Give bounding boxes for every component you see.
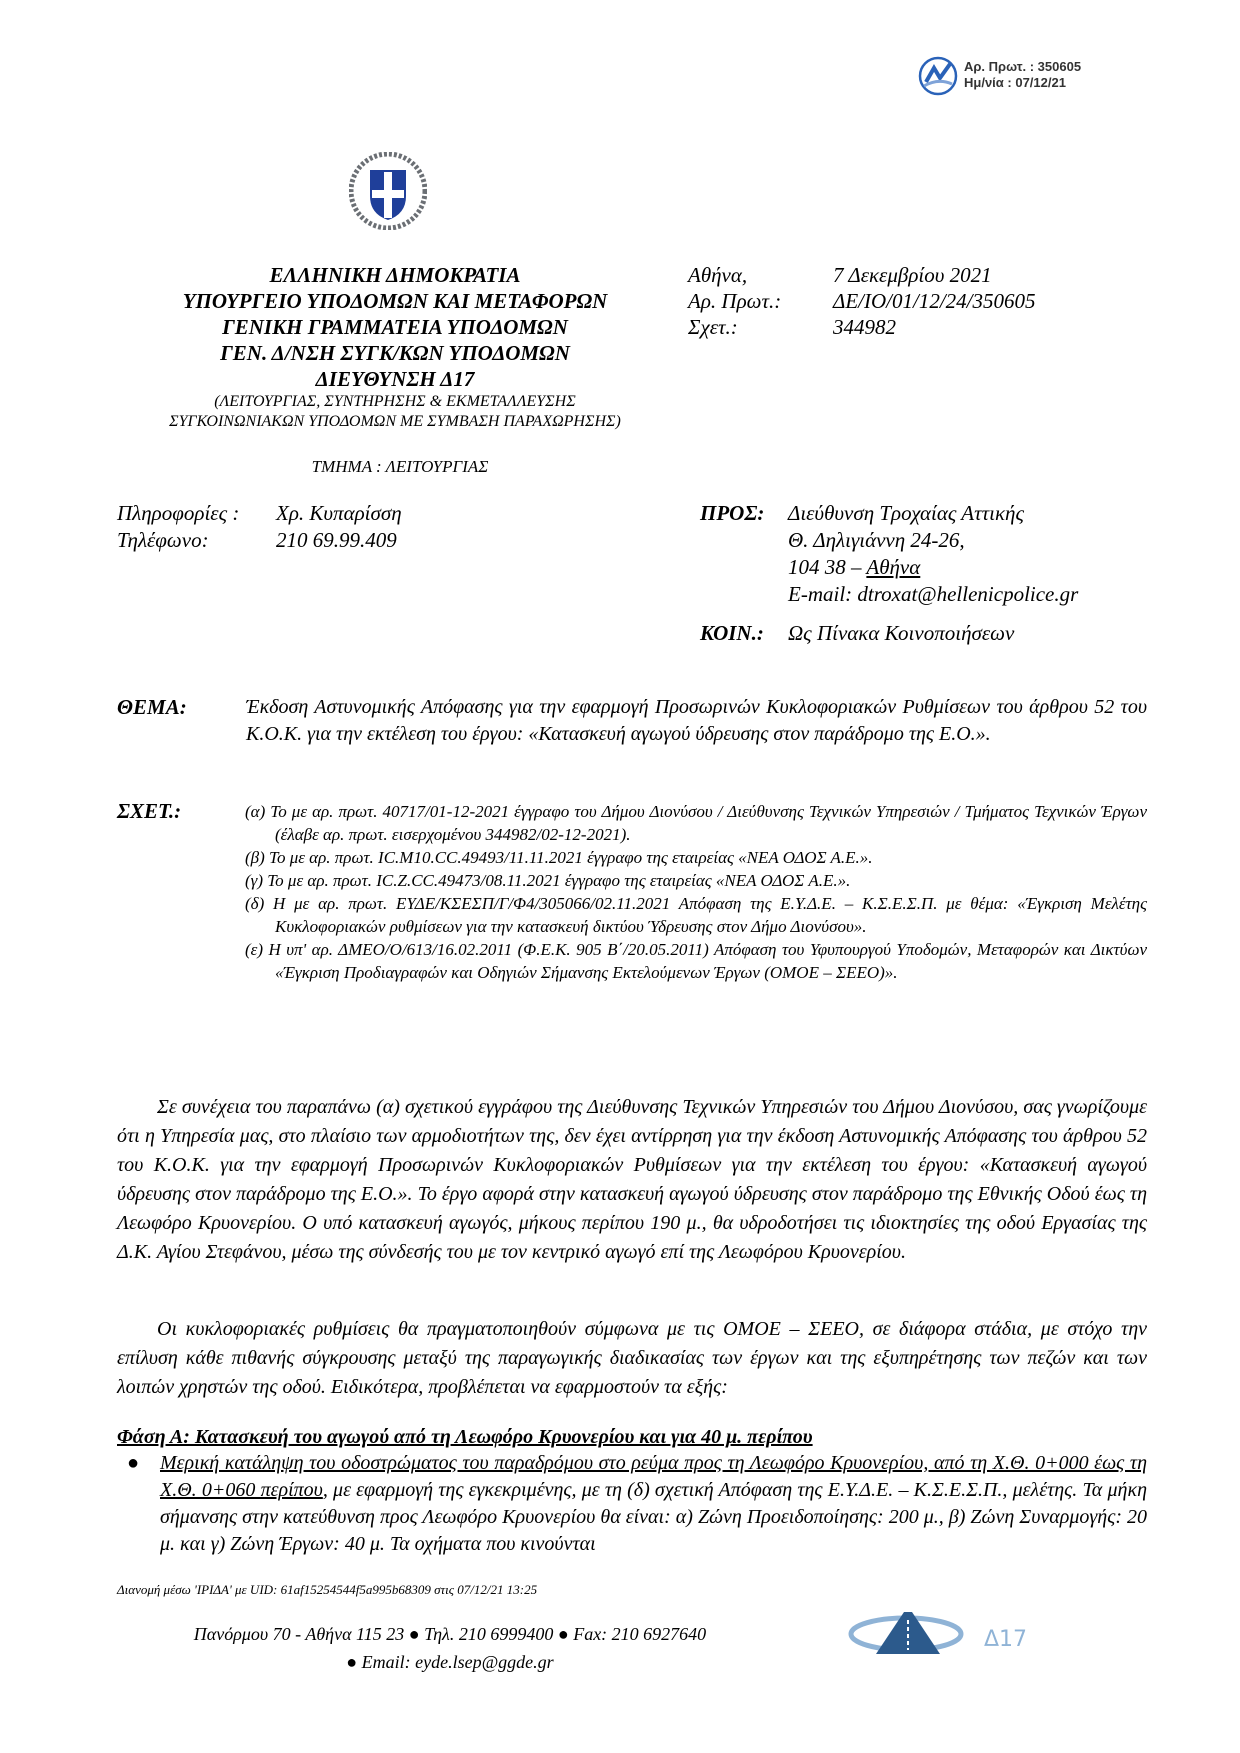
references [117, 800, 1147, 984]
references-label: ΣΧΕΤ.: [117, 799, 182, 823]
to-line-2: Θ. Δηλιγιάννη 24-26, [788, 528, 965, 552]
contact-info [117, 500, 402, 554]
issuer-line-4: ΓΕΝ. Δ/ΝΣΗ ΣΥΓΚ/ΚΩΝ ΥΠΟΔΟΜΩΝ [220, 341, 570, 365]
date-value: 7 Δεκεμβρίου 2021 [833, 263, 992, 287]
issuer-subline-1: (ΛΕΙΤΟΥΡΓΙΑΣ, ΣΥΝΤΗΡΗΣΗΣ & ΕΚΜΕΤΑΛΛΕΥΣΗΣ [214, 393, 576, 410]
address-line-2: ● Email: eyde.lsep@ggde.gr [346, 1652, 554, 1672]
info-value: Χρ. Κυπαρίσση [276, 501, 402, 525]
reference-item: (ε) Η υπ' αρ. ΔΜΕΟ/Ο/613/16.02.2011 (Φ.Ε.Κ. 905 Β΄/20.05.2011) Απόφαση του Υφυπουργού Υποδομών, Μεταφορών και Δικτύων «Έγκριση Προδιαγραφών και Οδηγιών Σήμανσης Εκτελούμενων Έργων (ΟΜΟΕ – ΣΕΕΟ)». [245, 940, 1147, 982]
to-city: Αθήνα [866, 555, 921, 579]
phone-label: Τηλέφωνο: [117, 528, 209, 552]
protocol-label: Αρ. Πρωτ.: [688, 289, 782, 313]
document-meta [688, 262, 1035, 340]
greek-coat-of-arms-icon [349, 152, 427, 230]
ref-label: Σχετ.: [688, 315, 738, 339]
department: ΤΜΗΜΑ : ΛΕΙΤΟΥΡΓΙΑΣ [311, 457, 489, 476]
to-line-1: Διεύθυνση Τροχαίας Αττικής [788, 501, 1024, 525]
iris-logo-icon [918, 56, 958, 96]
recipient-block [700, 500, 1078, 647]
reference-item: (γ) Το με αρ. πρωτ. IC.Z.CC.49473/08.11.2021 έγγραφο της εταιρείας «ΝΕΑ ΟΔΟΣ Α.Ε.». [245, 871, 851, 890]
place-label: Αθήνα, [688, 263, 748, 287]
info-label: Πληροφορίες : [117, 501, 240, 525]
stamp-protocol: Αρ. Πρωτ. : 350605 [964, 59, 1082, 74]
reference-item: (β) Το με αρ. πρωτ. IC.M10.CC.49493/11.11.2021 έγγραφο της εταιρείας «ΝΕΑ ΟΔΟΣ Α.Ε.». [245, 848, 873, 867]
bullet-icon: ● [127, 1452, 140, 1474]
to-email[interactable]: E-mail: dtroxat@hellenicpolice.gr [788, 582, 1079, 606]
cc-value: Ως Πίνακα Κοινοποιήσεων [788, 621, 1015, 645]
issuer-line-3: ΓΕΝΙΚΗ ΓΡΑΜΜΑΤΕΙΑ ΥΠΟΔΟΜΩΝ [222, 315, 568, 339]
protocol-value: ΔΕ/ΙΟ/01/12/24/350605 [833, 289, 1036, 313]
ref-value: 344982 [833, 315, 896, 339]
phone-value: 210 69.99.409 [276, 528, 397, 552]
issuer-line-1: ΕΛΛΗΝΙΚΗ ΔΗΜΟΚΡΑΤΙΑ [269, 263, 521, 287]
protocol-stamp [918, 56, 1138, 96]
to-label: ΠΡΟΣ: [700, 501, 765, 525]
d17-logo-icon [846, 1604, 1056, 1666]
phase-bullet [117, 1450, 1147, 1558]
distribution-note: Διανομή μέσω 'ΙΡΙΔΑ' με UID: 61af15254544f5a995b68309 στις 07/12/21 13:25 [117, 1582, 538, 1597]
subject [117, 694, 1147, 748]
subject-text: Έκδοση Αστυνομικής Απόφασης για την εφαρμογή Προσωρινών Κυκλοφοριακών Ρυθμίσεων του άρθρου 52 του Κ.Ο.Κ. για την εκτέλεση του έργου: «Κατασκευή αγωγού ύδρευσης στον παράδρομο της Ε.Ο.». [246, 696, 1147, 745]
issuer-line-5: ΔΙΕΥΘΥΝΣΗ Δ17 [315, 367, 475, 391]
d17-logo-text: Δ17 [984, 1627, 1028, 1652]
issuer-header [120, 262, 670, 432]
stamp-date: Ημ/νία : 07/12/21 [964, 75, 1066, 90]
reference-item: (δ) Η με αρ. πρωτ. ΕΥΔΕ/ΚΣΕΣΠ/Γ/Φ4/305066/02.11.2021 Απόφαση της Ε.Υ.Δ.Ε. – Κ.Σ.Ε.Σ.Π. με θέμα: «Έγκριση Μελέτης Κυκλοφοριακών ρυθμίσεων για την κατασκευή δικτύου Ύδρευσης στον Δήμο Διονύσου». [245, 894, 1147, 936]
issuer-subline-2: ΣΥΓΚΟΙΝΩΝΙΑΚΩΝ ΥΠΟΔΟΜΩΝ ΜΕ ΣΥΜΒΑΣΗ ΠΑΡΑΧΩΡΗΣΗΣ) [169, 413, 621, 430]
to-line-3: 104 38 – Αθήνα [788, 555, 921, 579]
body-paragraph-1: Σε συνέχεια του παραπάνω (α) σχετικού εγγράφου της Διεύθυνσης Τεχνικών Υπηρεσιών του Δήμου Διονύσου, σας γνωρίζουμε ότι η Υπηρεσία μας, στο πλαίσιο των αρμοδιοτήτων της, δεν έχει αντίρρηση για την έκδοση Αστυνομικής Απόφασης του άρθρου 52 του Κ.Ο.Κ. για την εφαρμογή Προσωρινών Κυκλοφοριακών Ρυθμίσεων για την εκτέλεση του έργου: «Κατασκευή αγωγού ύδρευσης στον παράδρομο της Ε.Ο.». Το έργο αφορά στην κατασκευή αγωγού ύδρευσης στον παράδρομο της Εθνικής Οδού έως τη Λεωφόρο Κρυονερίου. Ο υπό κατασκευή αγωγός, μήκους περίπου 190 μ., θα υδροδοτήσει τις ιδιοκτησίες της οδού Εργασίας της Δ.Κ. Αγίου Στεφάνου, μέσω της σύνδεσής του με τον κεντρικό αγωγό επί της Λεωφόρου Κρυονερίου. [117, 1096, 1147, 1263]
address-line-1: Πανόρμου 70 - Αθήνα 115 23 ● Τηλ. 210 6999400 ● Fax: 210 6927640 [193, 1624, 707, 1644]
bullet-text: , με εφαρμογή της εγκεκριμένης, με τη (δ) σχετική Απόφαση της Ε.Υ.Δ.Ε. – Κ.Σ.Ε.Σ.Π., μελέτης. Τα μήκη σήμανσης στην κατεύθυνση προς Λεωφόρο Κρυονερίου θα είναι: α) Ζώνη Προειδοποίησης: 200 μ., β) Ζώνη Συναρμογής: 20 μ. και γ) Ζώνη Έργων: 40 μ. Τα οχήματα που κινούνται [160, 1479, 1147, 1555]
body-paragraph-2: Οι κυκλοφοριακές ρυθμίσεις θα πραγματοποιηθούν σύμφωνα με τις ΟΜΟΕ – ΣΕΕΟ, σε διάφορα στάδια, με στόχο την επίλυση κάθε πιθανής σύγκρουσης μεταξύ της παραγωγικής διαδικασίας των έργων και της εξυπηρέτησης των πεζών και των λοιπών χρηστών της οδού. Ειδικότερα, προβλέπεται να εφαρμοστούν τα εξής: [117, 1318, 1147, 1398]
phase-title: Φάση Α: Κατασκευή του αγωγού από τη Λεωφόρο Κρυονερίου και για 40 μ. περίπου [117, 1426, 813, 1448]
reference-item: (α) Το με αρ. πρωτ. 40717/01-12-2021 έγγραφο του Δήμου Διονύσου / Διεύθυνσης Τεχνικών Υπηρεσιών / Τμήματος Τεχνικών Έργων (έλαβε αρ. πρωτ. εισερχομένου 344982/02-12-2021). [245, 802, 1147, 844]
bullet-underlined-text: Μερική κατάληψη του οδοστρώματος του παραδρόμου στο ρεύμα προς τη Λεωφόρο Κρυονερίου, από τη Χ.Θ. 0+000 έως τη Χ.Θ. 0+060 περίπου [160, 1452, 1147, 1501]
issuer-line-2: ΥΠΟΥΡΓΕΙΟ ΥΠΟΔΟΜΩΝ ΚΑΙ ΜΕΤΑΦΟΡΩΝ [182, 289, 608, 313]
footer-address [160, 1620, 740, 1676]
cc-label: ΚΟΙΝ.: [700, 621, 764, 645]
subject-label: ΘΕΜΑ: [117, 695, 187, 719]
